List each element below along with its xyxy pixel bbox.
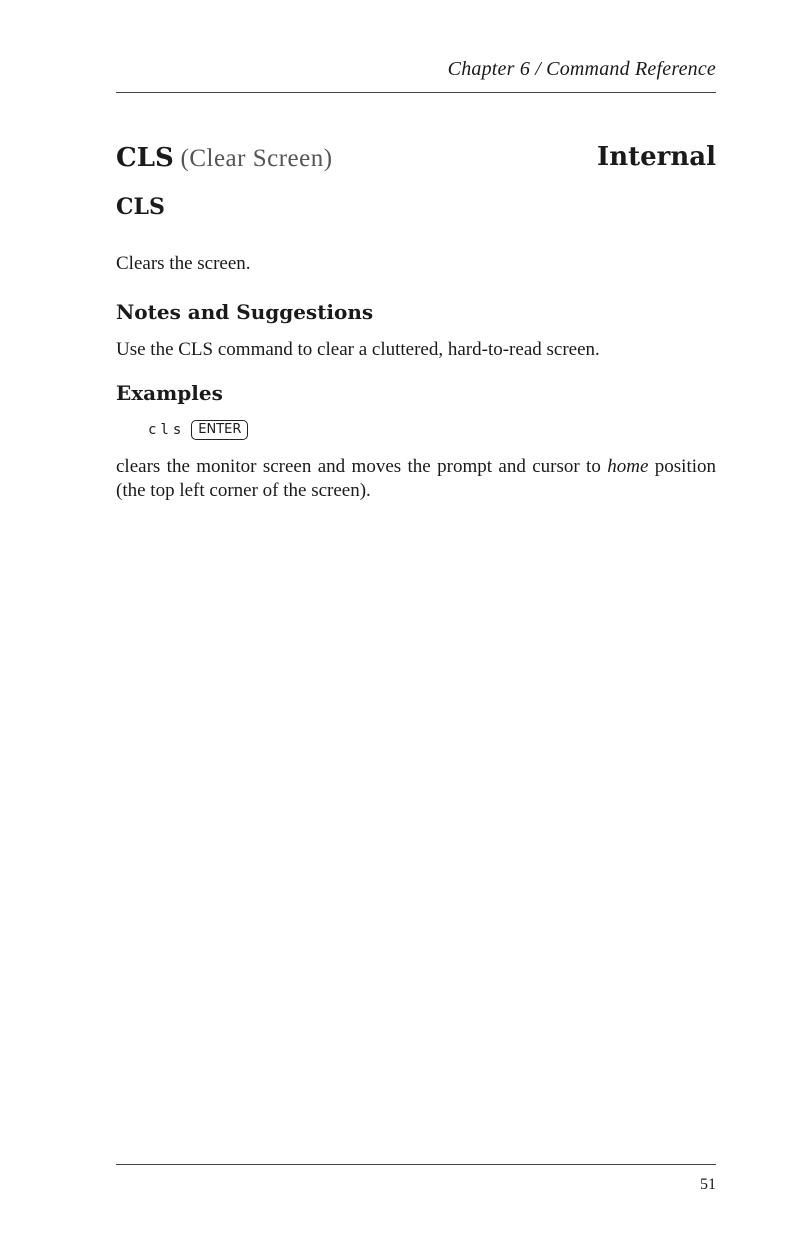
header-rule [116,92,716,93]
notes-text: Use the CLS command to clear a cluttered, hard-to-read screen. [116,339,600,360]
enter-key: ENTER [191,420,248,440]
syntax-line: CLS [116,194,165,220]
example-desc-emphasis: home [607,456,649,477]
page-number: 51 [700,1176,716,1193]
example-desc-pre: clears the monitor screen and moves the prompt and cursor to [116,456,608,477]
entry-title-row [116,142,716,182]
example-description [116,455,716,503]
example-command-line [148,420,248,440]
running-header: Chapter 6 / Command Reference [447,58,716,80]
example-desc-post: position (the top left corner of the screen). [116,456,717,501]
entry-type: Internal [597,142,716,172]
entry-description: (Clear Screen) [180,145,333,172]
example-command: cls [148,422,186,438]
entry-title [116,142,333,173]
footer-rule [116,1164,716,1165]
summary-text: Clears the screen. [116,253,251,274]
entry-command: CLS [116,143,174,173]
examples-heading: Examples [116,381,223,405]
notes-heading: Notes and Suggestions [116,300,374,324]
